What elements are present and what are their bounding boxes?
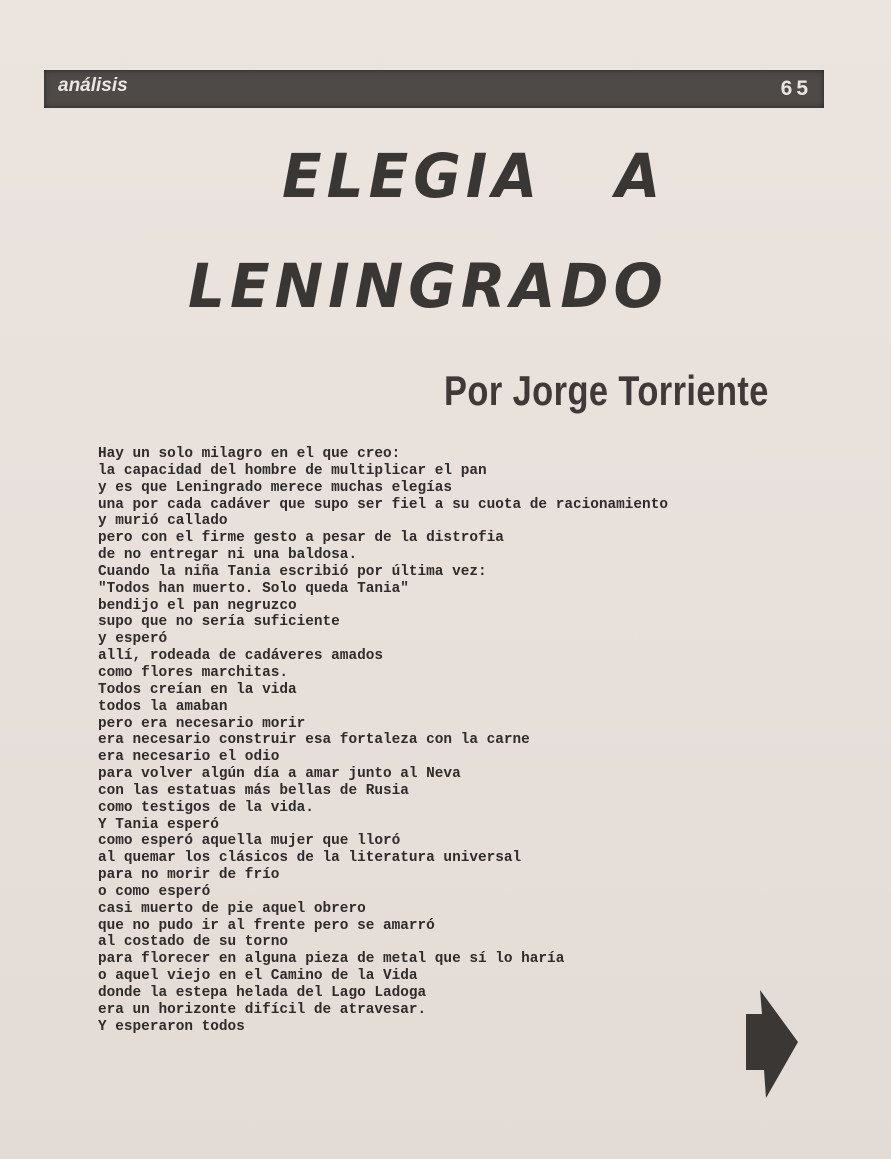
poem-line: pero con el firme gesto a pesar de la distrofia <box>98 530 504 547</box>
poem-line: como flores marchitas. <box>98 664 288 681</box>
byline: Por Jorge Torriente <box>444 367 769 414</box>
poem-line: casi muerto de pie aquel obrero <box>98 900 366 917</box>
arrow-right-icon <box>746 990 798 1098</box>
poem-line: Cuando la niña Tania escribió por última vez: <box>98 563 487 580</box>
poem-line: Hay un solo milagro en el que creo: <box>98 446 401 462</box>
poem-line: bendijo el pan negruzco <box>98 597 297 614</box>
poem-line: con las estatuas más bellas de Rusia <box>98 782 409 799</box>
poem-line: supo que no sería suficiente <box>98 614 340 631</box>
poem-line: Y esperaron todos <box>98 1018 245 1035</box>
header-bar <box>44 70 824 108</box>
poem-line: para volver algún día a amar junto al Neva <box>98 766 461 783</box>
poem-line: allí, rodeada de cadáveres amados <box>98 648 383 665</box>
poem-line: o como esperó <box>98 883 211 900</box>
poem-line: y es que Leningrado merece muchas elegías <box>98 479 453 496</box>
poem-line: era necesario el odio <box>98 749 280 766</box>
poem-line: era necesario construir esa fortaleza con la carne <box>98 732 530 749</box>
poem-line: "Todos han muerto. Solo queda Tania" <box>98 580 409 597</box>
poem-line: para no morir de frío <box>98 867 280 884</box>
poem-line: al costado de su torno <box>98 934 288 951</box>
poem-line: Y Tania esperó <box>98 816 219 833</box>
poem-line: una por cada cadáver que supo ser fiel a su cuota de racionamiento <box>98 496 668 513</box>
poem-line: como testigos de la vida. <box>98 799 314 816</box>
poem-line: Todos creían en la vida <box>98 681 297 698</box>
poem-line: como esperó aquella mujer que lloró <box>98 833 401 850</box>
poem-line: al quemar los clásicos de la literatura universal <box>98 850 522 867</box>
title-line-1: ELEGIA A <box>282 140 666 212</box>
poem-line: para florecer en alguna pieza de metal que sí lo haría <box>98 951 565 968</box>
title-line-2: LENINGRADO <box>188 250 668 322</box>
poem-line: era un horizonte difícil de atravesar. <box>98 1001 427 1018</box>
poem-line: todos la amaban <box>98 698 228 715</box>
poem-line: pero era necesario morir <box>98 715 306 732</box>
poem-line: donde la estepa helada del Lago Ladoga <box>98 985 427 1001</box>
poem-body <box>98 446 798 1036</box>
poem-line: la capacidad del hombre de multiplicar el pan <box>98 462 487 479</box>
page-number: 65 <box>780 77 812 100</box>
poem-line: y esperó <box>98 631 168 648</box>
section-label: análisis <box>58 75 128 96</box>
poem-line: y murió callado <box>98 513 228 530</box>
poem-line: o aquel viejo en el Camino de la Vida <box>98 968 418 985</box>
poem-line: de no entregar ni una baldosa. <box>98 547 358 564</box>
poem-line: que no pudo ir al frente pero se amarró <box>98 917 435 934</box>
